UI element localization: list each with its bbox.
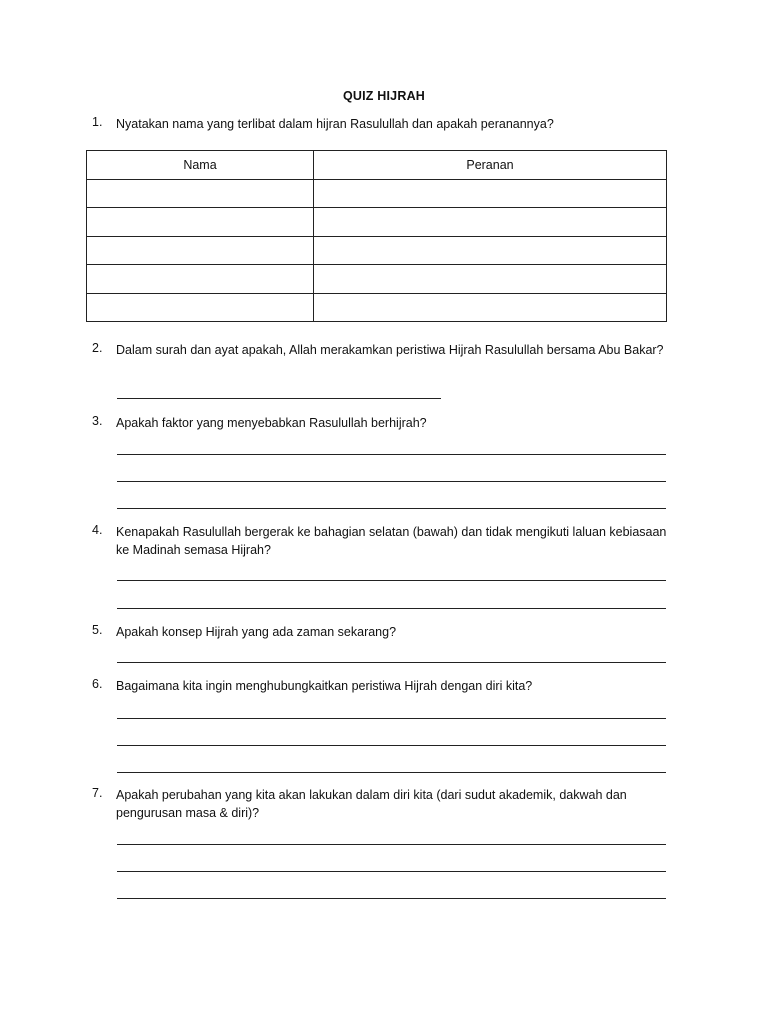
roles-table xyxy=(86,150,667,322)
answer-line[interactable] xyxy=(117,481,666,482)
peranan-cell[interactable] xyxy=(314,179,667,208)
peranan-cell[interactable] xyxy=(314,265,667,294)
peranan-cell[interactable] xyxy=(314,236,667,265)
table-header-row xyxy=(87,151,667,180)
question-number: 4. xyxy=(92,523,103,537)
answer-line[interactable] xyxy=(117,745,666,746)
answer-line[interactable] xyxy=(117,662,666,663)
answer-line[interactable] xyxy=(117,898,666,899)
peranan-cell[interactable] xyxy=(314,293,667,322)
table-row xyxy=(87,179,667,208)
question-text: Nyatakan nama yang terlibat dalam hijran Rasulullah dan apakah peranannya? xyxy=(116,117,554,131)
table-row xyxy=(87,208,667,237)
page-title: QUIZ HIJRAH xyxy=(342,89,426,103)
question-number: 2. xyxy=(92,341,103,355)
answer-line[interactable] xyxy=(117,844,666,845)
column-header-nama: Nama xyxy=(87,151,314,180)
table-row xyxy=(87,265,667,294)
nama-cell[interactable] xyxy=(87,293,314,322)
answer-line[interactable] xyxy=(117,398,441,399)
answer-line[interactable] xyxy=(117,718,666,719)
question-text: Kenapakah Rasulullah bergerak ke bahagian selatan (bawah) dan tidak mengikuti laluan kebiasaan ke Madinah semasa Hijrah? xyxy=(116,525,667,557)
answer-line[interactable] xyxy=(117,871,666,872)
answer-line[interactable] xyxy=(117,508,666,509)
peranan-cell[interactable] xyxy=(314,208,667,237)
answer-line[interactable] xyxy=(117,772,666,773)
table-row xyxy=(87,236,667,265)
nama-cell[interactable] xyxy=(87,179,314,208)
column-header-peranan: Peranan xyxy=(314,151,667,180)
question-number: 1. xyxy=(92,115,103,129)
nama-cell[interactable] xyxy=(87,208,314,237)
question-text: Apakah perubahan yang kita akan lakukan dalam diri kita (dari sudut akademik, dakwah dan pengurusan masa & diri)? xyxy=(116,788,627,820)
answer-line[interactable] xyxy=(117,580,666,581)
question-number: 7. xyxy=(92,786,103,800)
table-row xyxy=(87,293,667,322)
question-text: Apakah konsep Hijrah yang ada zaman sekarang? xyxy=(116,625,397,639)
question-number: 6. xyxy=(92,677,103,691)
question-text: Apakah faktor yang menyebabkan Rasulullah berhijrah? xyxy=(116,416,427,430)
nama-cell[interactable] xyxy=(87,265,314,294)
answer-line[interactable] xyxy=(117,454,666,455)
question-text: Dalam surah dan ayat apakah, Allah merakamkan peristiwa Hijrah Rasulullah bersama Abu Bakar? xyxy=(116,343,664,357)
question-text: Bagaimana kita ingin menghubungkaitkan peristiwa Hijrah dengan diri kita? xyxy=(116,679,533,693)
nama-cell[interactable] xyxy=(87,236,314,265)
question-number: 3. xyxy=(92,414,103,428)
answer-line[interactable] xyxy=(117,608,666,609)
question-number: 5. xyxy=(92,623,103,637)
